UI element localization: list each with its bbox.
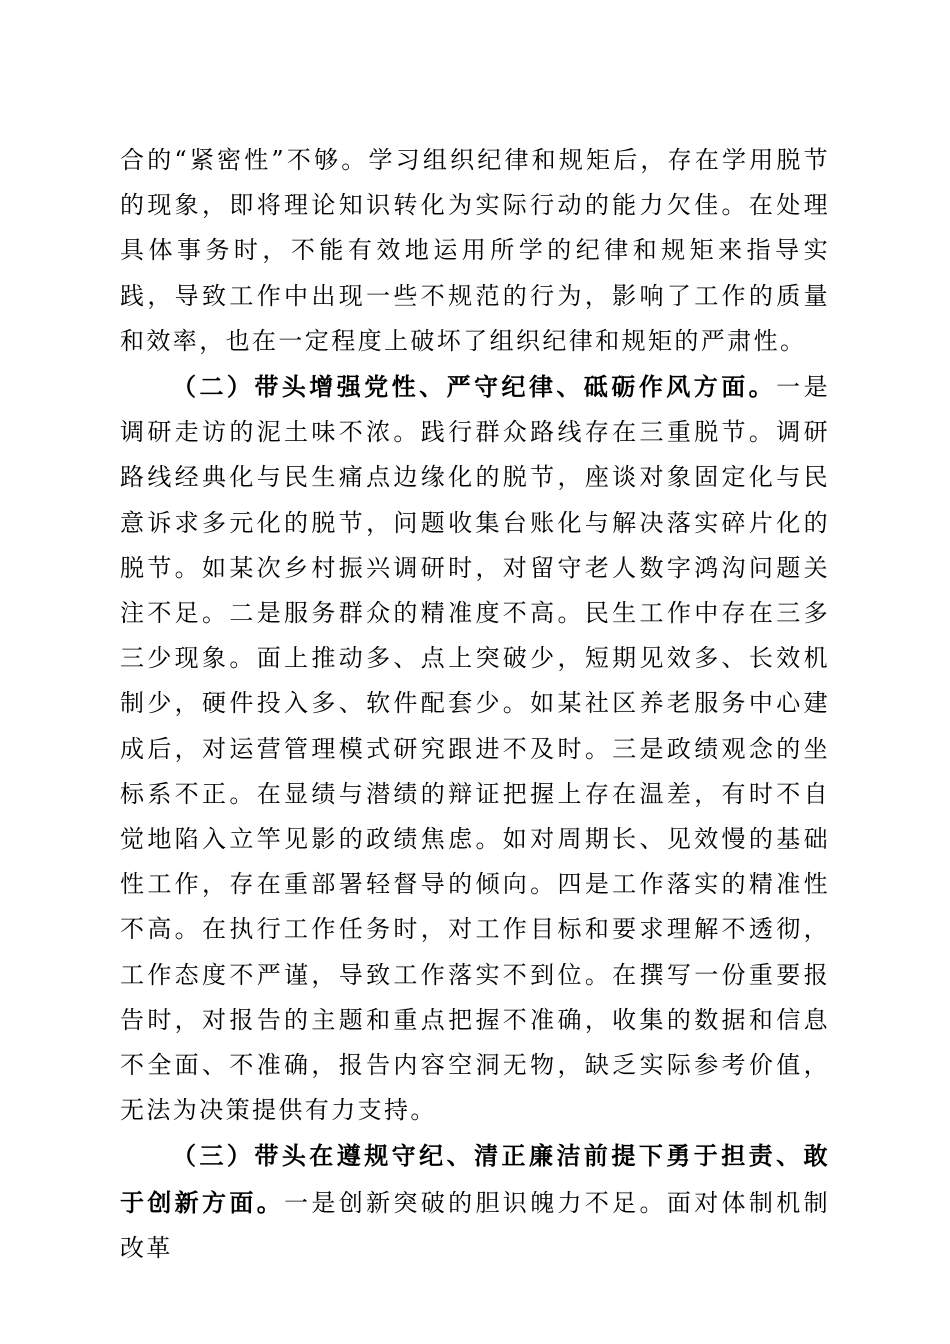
- paragraph-text: 一是创新突破的胆识魄力不足。面对体制机制改革: [120, 1188, 830, 1262]
- section-heading: （二）带头增强党性、严守纪律、砥砺作风方面。: [172, 372, 777, 402]
- section-heading: （三）带头在遵规守纪、清正廉洁前提下勇于担责、敢于创新方面。: [120, 1141, 830, 1217]
- paragraph-section-3: [120, 1133, 830, 1271]
- paragraph-text: 合的“紧密性”不够。学习组织纪律和规矩后，存在学用脱节的现象，即将理论知识转化为实际行动的能力欠佳。在处理具体事务时，不能有效地运用所学的纪律和规矩来指导实践，导致工作中出现一些不规范的行为，影响了工作的质量和效率，也在一定程度上破坏了组织纪律和规矩的严肃性。: [120, 146, 830, 355]
- paragraph-section-2: [120, 364, 830, 1133]
- paragraph-text: 一是调研走访的泥土味不浓。践行群众路线存在三重脱节。调研路线经典化与民生痛点边缘化的脱节，座谈对象固定化与民意诉求多元化的脱节，问题收集台账化与解决落实碎片化的脱节。如某次乡村振兴调研时，对留守老人数字鸿沟问题关注不足。二是服务群众的精准度不高。民生工作中存在三多三少现象。面上推动多、点上突破少，短期见效多、长效机制少，硬件投入多、软件配套少。如某社区养老服务中心建成后，对运营管理模式研究跟进不及时。三是政绩观念的坐标系不正。在显绩与潜绩的辩证把握上存在温差，有时不自觉地陷入立竿见影的政绩焦虑。如对周期长、见效慢的基础性工作，存在重部署轻督导的倾向。四是工作落实的精准性不高。在执行工作任务时，对工作目标和要求理解不透彻，工作态度不严谨，导致工作落实不到位。在撰写一份重要报告时，对报告的主题和重点把握不准确，收集的数据和信息不全面、不准确，报告内容空洞无物，缺乏实际参考价值，无法为决策提供有力支持。: [120, 373, 830, 1125]
- paragraph-continuation: [120, 138, 830, 364]
- document-body: [120, 138, 830, 1271]
